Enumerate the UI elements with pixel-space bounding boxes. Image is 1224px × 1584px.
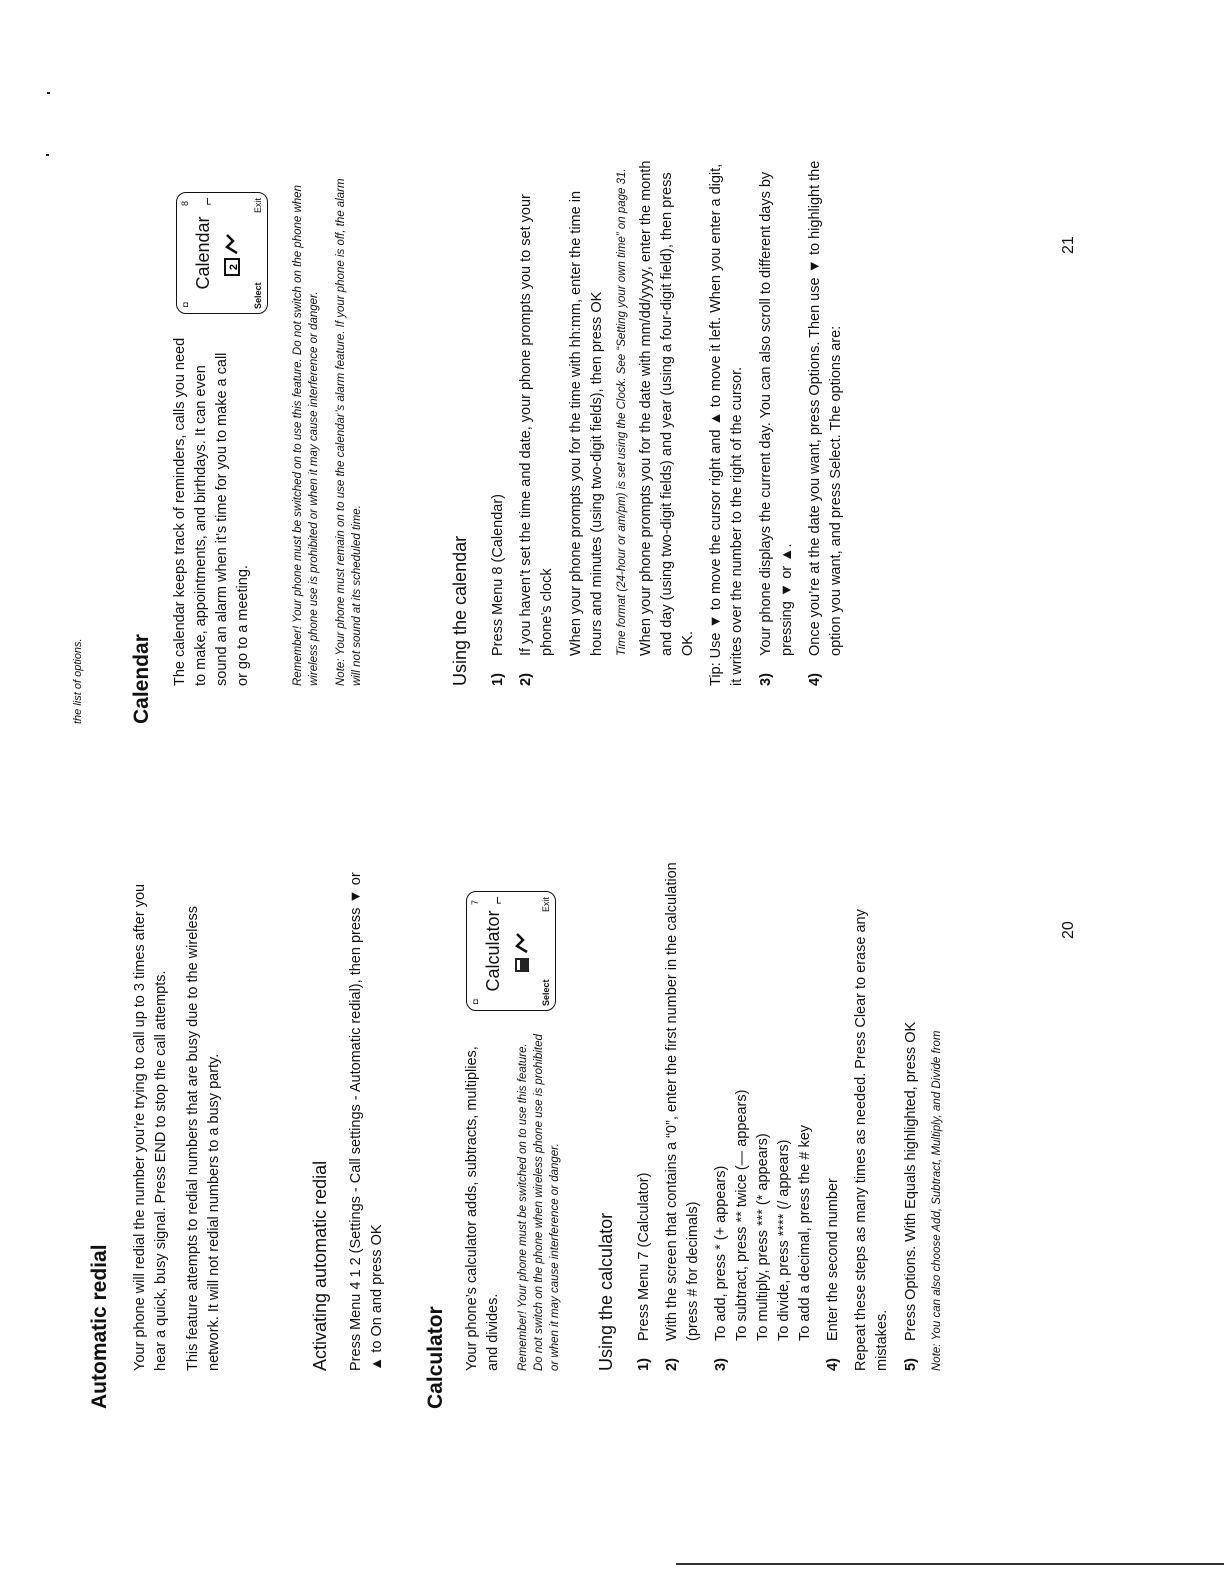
step-text: Press Menu 7 (Calculator) (636, 1172, 652, 1341)
calc-remember-note: Remember! Your phone must be switched on to use this feature. Do not switch on the phone when wireless phone use is prohibited or when it may cause interference or danger. (517, 1034, 561, 1371)
time-format-note: Time format (24-hour or am/pm) is set using the Clock. See “Setting your own time” on page 31. (616, 168, 628, 656)
page-number: 20 (1060, 921, 1077, 939)
calc-options-note: Note: You can also choose Add, Subtract, Multiply, and Divide from (931, 1030, 943, 1371)
list-item (823, 851, 844, 1371)
step-number: 3) (713, 1358, 729, 1371)
page-21 (0, 160, 1224, 724)
calc-repeat-para: Repeat these steps as many times as needed. Press Clear to erase any mistakes. (853, 909, 890, 1371)
step-number: 5) (903, 1358, 919, 1371)
step-number: 4) (825, 1358, 841, 1371)
calendar-phone-screen (176, 192, 268, 314)
list-item (711, 851, 816, 1371)
list-item (662, 851, 704, 1371)
calc-steps-list (634, 851, 844, 1371)
calculator-phone-screen (466, 891, 556, 1011)
page-number: 21 (1060, 236, 1077, 254)
heading-automatic-redial: Automatic redial (88, 1244, 111, 1409)
calendar-alarm-note: Note: Your phone must remain on to use the calendar’s alarm feature. If your phone is off, the alarm will not sound at its scheduled time. (335, 178, 363, 686)
scroll-indicator-icon: ⌐ (489, 896, 505, 905)
heading-using-calendar: Using the calendar (450, 535, 470, 686)
select-softkey: Select (253, 282, 263, 309)
calendar-remember-note: Remember! Your phone must be switched on to use this feature. Do not switch on the phone when wireless phone use is prohibited or when it may cause interference or danger. (292, 185, 320, 686)
calculator-icon (513, 928, 531, 974)
exit-softkey: Exit (253, 198, 263, 214)
calendar-notes (290, 166, 376, 686)
list-item (805, 156, 847, 686)
step-text: Once you’re at the date you want, press Options. Then use ▼ to highlight the option you want, and press Select. The options are: (807, 160, 844, 656)
step-line: To subtract, press ** twice (— appears) (734, 1089, 750, 1341)
signal-icon: ◘ (471, 999, 480, 1004)
list-item (516, 156, 699, 686)
auto-redial-para-1: Your phone will redial the number you’re trying to call up to 3 times after you hear a quick, busy signal. Press END to stop the call attempts. (132, 883, 169, 1371)
step-number: 1) (636, 1358, 652, 1371)
step-number: 2) (664, 1358, 680, 1371)
heading-calendar: Calendar (130, 634, 153, 724)
calc-steps (634, 851, 945, 1371)
step-text: Your phone displays the current day. You can also scroll to different days by pressing ▼ or ▲. (758, 171, 795, 656)
step-number: 1) (490, 673, 506, 686)
heading-activating: Activating automatic redial (310, 1160, 330, 1371)
calendar-steps-list-2 (756, 156, 847, 686)
calc-intro-para: Your phone’s calculator adds, subtracts, multiplies, and divides. (464, 1046, 501, 1371)
calendar-steps-list (488, 156, 699, 686)
calendar-intro (170, 336, 265, 686)
heading-using-calculator: Using the calculator (596, 1212, 616, 1371)
menu-index: 7 (470, 900, 480, 906)
date-prompt-para: When your phone prompts you for the date with mm/dd/yyyy, enter the month and day (using two-digit fields) and year (using a four-digit field), then press OK. (638, 160, 696, 656)
calendar-intro-para: The calendar keeps track of reminders, calls you need to make, appointments, and birthdays. It can even sound an alarm when it’s time for you to make a call or go to a meeting. (172, 337, 251, 686)
auto-redial-para-2: This feature attempts to redial numbers that are busy due to the wireless network. It will not redial numbers to a busy party. (185, 905, 222, 1371)
select-softkey: Select (541, 979, 551, 1006)
cursor-tip: Tip: Use ▼ to move the cursor right and ▲ to move it left. When you enter a digit, it writes over the number to the right of the cursor. (708, 163, 745, 686)
menu-index: 8 (180, 201, 190, 207)
step-number: 2) (518, 673, 534, 686)
phone-title: Calendar (193, 216, 213, 290)
step-line: To multiply, press *** (* appears) (755, 1133, 771, 1341)
calendar-steps (488, 156, 854, 686)
step-text: Enter the second number (825, 1178, 841, 1341)
list-item (756, 156, 798, 686)
time-prompt-para: When your phone prompts you for the time with hh:mm, enter the time in hours and minutes (using two-digit fields), then press OK (568, 190, 605, 656)
activating-para: Press Menu 4 1 2 (Settings - Call settings - Automatic redial), then press ▼ or ▲ to On and press OK (348, 872, 385, 1371)
continued-text: the list of options. (72, 638, 84, 724)
phone-title: Calculator (483, 910, 503, 992)
activating-body (346, 871, 399, 1371)
step-number: 4) (807, 673, 823, 686)
svg-text:2: 2 (228, 263, 240, 271)
step-text: Press Menu 8 (Calendar) (490, 494, 506, 656)
heading-calculator: Calculator (424, 1306, 447, 1409)
calc-steps-list-2 (901, 851, 922, 1371)
list-item (488, 156, 509, 686)
step-line: To add a decimal, press the # key (797, 1124, 813, 1341)
list-item (634, 851, 655, 1371)
calc-intro (462, 1026, 574, 1371)
step-text: If you haven’t set the time and date, your phone prompts you to set your phone’s clock (518, 194, 555, 656)
list-item (901, 851, 922, 1371)
signal-icon: ◘ (181, 302, 190, 307)
step-text: Press Options. With Equals highlighted, press OK (903, 1021, 919, 1341)
auto-redial-body (130, 871, 236, 1371)
step-text: With the screen that contains a “0”, enter the first number in the calculation (press # for decimals) (664, 862, 701, 1341)
step-line: To divide, press **** (/ appears) (776, 1139, 792, 1341)
exit-softkey: Exit (541, 897, 551, 913)
step-line: To add, press * (+ appears) (713, 1165, 729, 1341)
step-number: 3) (758, 673, 774, 686)
page-20 (0, 849, 1224, 1409)
scroll-indicator-icon: ⌐ (199, 197, 215, 206)
calendar-icon (223, 231, 241, 277)
